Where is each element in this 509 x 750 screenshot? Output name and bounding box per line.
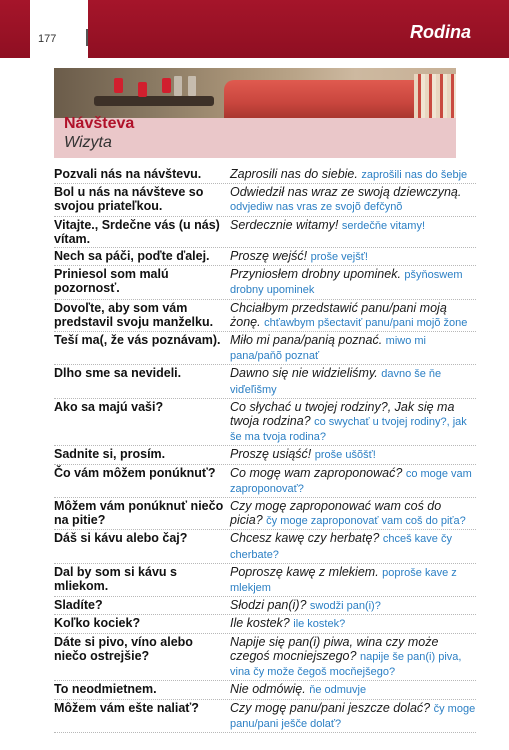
translation-cell — [230, 218, 476, 246]
pronunciation: poproše kave z mlekjem — [230, 566, 457, 595]
phrase-row — [54, 597, 476, 615]
translation-cell — [230, 249, 476, 264]
page-number: 177 — [30, 0, 88, 58]
pronunciation: pšyňoswem drobny upominek — [230, 269, 463, 297]
polish-phrase: Czy mogę panu/pani jeszcze dolać? — [230, 700, 431, 715]
pronunciation: čy moge zaproponovať vam coš do piťa? — [266, 515, 466, 528]
candle-shape — [162, 78, 171, 93]
polish-phrase: Napije się pan(i) piwa, wina czy może czegoś mocniejszego? — [230, 634, 439, 663]
polish-phrase: Co słychać u twojej rodziny?, Jak się ma twoja rodzina? — [230, 399, 455, 429]
translation-cell — [230, 598, 476, 613]
page-number-divider — [86, 29, 88, 46]
phrase-row — [54, 166, 476, 184]
translation-cell — [230, 701, 476, 731]
translation-cell — [230, 267, 476, 297]
polish-phrase: Proszę wejść! — [230, 249, 308, 264]
polish-phrase: Zaprosili nas do siebie. — [230, 167, 358, 181]
slovak-phrase: Dáte si pivo, víno alebo niečo ostrejšie? — [54, 634, 193, 663]
candle-shape — [138, 82, 147, 97]
polish-phrase: Miło mi pana/panią poznać. — [230, 333, 383, 348]
slovak-phrase: Dlho sme sa nevideli. — [54, 366, 182, 381]
slovak-phrase: Priniesol som malú pozornosť. — [54, 267, 169, 296]
translation-cell — [230, 301, 476, 330]
polish-phrase: Co mogę wam zaproponować? — [230, 465, 403, 480]
sofa-shape — [224, 80, 424, 118]
polish-phrase: Ile kostek? — [230, 616, 290, 631]
slovak-phrase: Ako sa majú vaši? — [54, 399, 164, 414]
pronunciation: proše vejšť! — [310, 251, 368, 264]
pronunciation: odvjediw nas vras ze svojõ đefčynõ — [230, 201, 403, 214]
slovak-phrase: To neodmietnem. — [54, 682, 157, 697]
translation-cell — [230, 167, 476, 182]
polish-phrase: Serdecznie witamy! — [230, 217, 339, 232]
pronunciation: zaprošili nas do šebje — [361, 169, 468, 181]
phrase-row — [54, 248, 476, 266]
slovak-phrase: Vitajte., Srdečne vás (u nás) vítam. — [54, 217, 220, 246]
polish-phrase: Chciałbym przedstawić panu/pani moją żonę. — [230, 300, 447, 329]
polish-phrase: Dawno się nie widzieliśmy. — [230, 366, 378, 381]
slovak-phrase: Môžem vám ešte naliať? — [54, 700, 199, 715]
phrase-row — [54, 217, 476, 248]
phrase-row — [54, 634, 476, 682]
phrase-row — [54, 365, 476, 398]
translation-cell — [230, 333, 476, 363]
slovak-phrase: Bol u nás na návšteve so svojou priateľkou. — [54, 185, 204, 214]
slovak-phrase: Môžem vám ponúknuť niečo na pitie? — [54, 499, 224, 528]
pronunciation: ňe odmuvje — [309, 684, 367, 697]
slovak-phrase: Nech sa páči, poďte ďalej. — [54, 249, 210, 264]
phrase-row — [54, 681, 476, 699]
phrase-row — [54, 564, 476, 597]
slovak-phrase: Dovoľte, aby som vám predstavil svoju manželku. — [54, 300, 214, 329]
phrase-row — [54, 530, 476, 563]
pronunciation: davno še ňe viďeľišmy — [230, 368, 442, 396]
pronunciation: čy moge panu/pani ješče dolať? — [230, 702, 476, 730]
polish-phrase: Przyniosłem drobny upominek. — [230, 267, 401, 282]
phrase-row — [54, 399, 476, 447]
pronunciation: miwo mi pana/paňõ poznať — [230, 335, 427, 363]
pronunciation: swodži pan(i)? — [309, 600, 381, 613]
chapter-title: Rodina — [410, 22, 471, 42]
glass-shape — [188, 76, 196, 96]
living-room-photo — [54, 68, 456, 118]
translation-cell — [230, 616, 476, 631]
translation-cell — [230, 366, 476, 396]
polish-phrase: Czy mogę zaproponować wam coś do picia? — [230, 499, 442, 528]
slovak-phrase: Pozvali nás na návštevu. — [54, 167, 202, 181]
pronunciation: ile kostek? — [293, 618, 346, 631]
phrase-row — [54, 615, 476, 633]
translation-cell — [230, 635, 476, 680]
pronunciation: co swychať u tvojej rodiny?, jak še ma tvoja rodina? — [230, 416, 467, 444]
slovak-phrase: Sladíte? — [54, 598, 103, 613]
phrase-row — [54, 184, 476, 216]
cushion-shape — [414, 74, 456, 118]
polish-phrase: Słodzi pan(i)? — [230, 598, 307, 613]
phrase-list — [54, 166, 476, 733]
translation-cell — [230, 400, 476, 445]
translation-cell — [230, 185, 476, 214]
translation-cell — [230, 682, 476, 697]
phrase-row — [54, 332, 476, 365]
phrase-row — [54, 266, 476, 299]
slovak-phrase: Čo vám môžem ponúknuť? — [54, 465, 216, 480]
section-subtitle: Wizyta — [64, 134, 112, 151]
polish-phrase: Odwiedził nas wraz ze swoją dziewczyną. — [230, 185, 462, 200]
slovak-phrase: Dal by som si kávu s mliekom. — [54, 564, 177, 594]
slovak-phrase: Sadnite si, prosím. — [54, 447, 166, 462]
translation-cell — [230, 466, 476, 496]
section-title: Návšteva — [64, 115, 135, 132]
polish-phrase: Poproszę kawę z mlekiem. — [230, 564, 379, 579]
phrase-row — [54, 446, 476, 464]
slovak-phrase: Dáš si kávu alebo čaj? — [54, 531, 188, 546]
translation-cell — [230, 565, 476, 595]
pronunciation: chceš kave čy cherbate? — [230, 533, 452, 561]
pronunciation: serdečňe vitamy! — [341, 219, 426, 232]
glass-shape — [174, 76, 182, 96]
polish-phrase: Nie odmówię. — [230, 682, 306, 697]
slovak-phrase: Teší ma(, že vás poznávam). — [54, 333, 221, 348]
phrase-row — [54, 300, 476, 332]
phrase-row — [54, 498, 476, 530]
coffee-table-shape — [94, 96, 214, 106]
pronunciation: chťawbym pšectaviť panu/pani mojõ žone — [264, 316, 468, 329]
pronunciation: napije še pan(i) piva, vina čy može čegoš mocňejšego? — [230, 650, 462, 679]
translation-cell — [230, 499, 476, 528]
pronunciation: co moge vam zaproponovať? — [230, 467, 472, 495]
pronunciation: proše ušõšť! — [314, 449, 376, 462]
translation-cell — [230, 447, 476, 462]
phrase-row — [54, 700, 476, 733]
candle-shape — [114, 78, 123, 93]
slovak-phrase: Koľko kociek? — [54, 616, 141, 631]
phrase-row — [54, 465, 476, 498]
polish-phrase: Chcesz kawę czy herbatę? — [230, 531, 380, 546]
polish-phrase: Proszę usiąść! — [230, 447, 312, 462]
translation-cell — [230, 531, 476, 561]
